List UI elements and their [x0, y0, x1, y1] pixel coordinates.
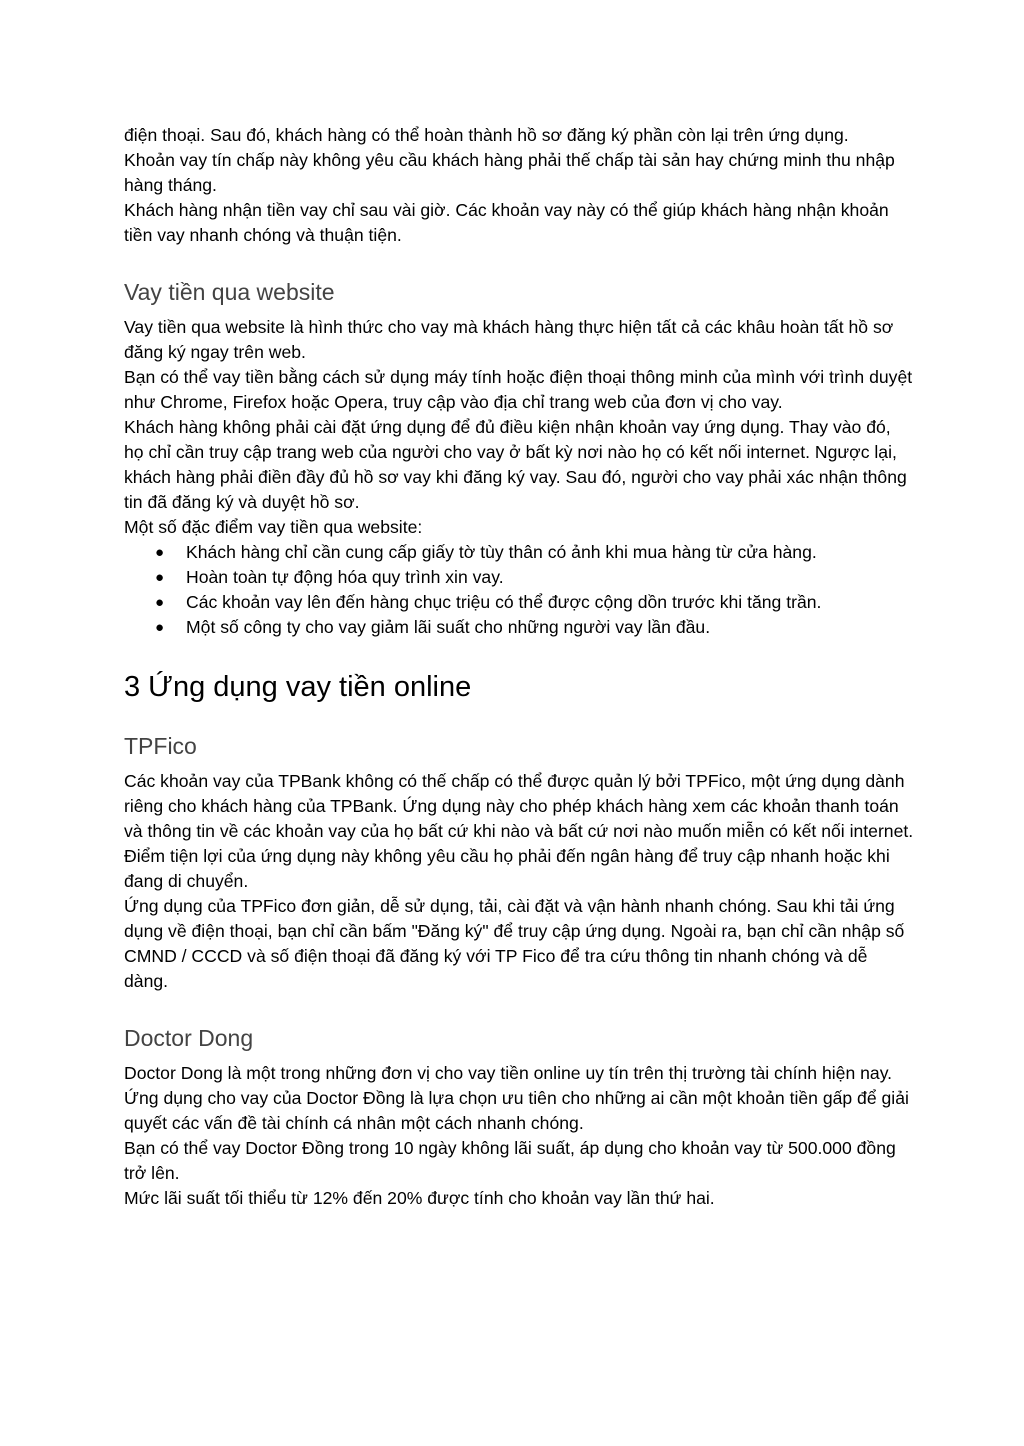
website-paragraph-3: Khách hàng không phải cài đặt ứng dụng để đủ điều kiện nhận khoản vay ứng dụng. Thay vào đó, họ chỉ cần truy cập trang web của người cho vay ở bất kỳ nơi nào họ có kết nối internet. Ngược lại, khách hàng phải điền đầy đủ hồ sơ vay khi đăng ký vay. Sau đó, người cho vay phải xác nhận thông tin đã đăng ký và duyệt hồ sơ. [124, 417, 907, 512]
intro-paragraph-3: Khách hàng nhận tiền vay chỉ sau vài giờ. Các khoản vay này có thể giúp khách hàng nhận khoản tiền vay nhanh chóng và thuận tiện. [124, 200, 889, 245]
website-heading: Vay tiền qua website [124, 279, 335, 305]
website-paragraph-2: Bạn có thể vay tiền bằng cách sử dụng máy tính hoặc điện thoại thông minh của mình với trình duyệt như Chrome, Firefox hoặc Opera, truy cập vào địa chỉ trang web của đơn vị cho vay. [124, 367, 913, 412]
document-page [124, 123, 914, 1211]
website-paragraph-4: Một số đặc điểm vay tiền qua website: [124, 517, 423, 537]
doctor-dong-paragraph-2: Ứng dụng cho vay của Doctor Đồng là lựa chọn ưu tiên cho những ai cần một khoản tiền gấp để giải quyết các vấn đề tài chính cá nhân một cách nhanh chóng. [124, 1088, 909, 1133]
bullet-icon: ● [155, 544, 165, 561]
intro-paragraph-1: điện thoại. Sau đó, khách hàng có thể hoàn thành hồ sơ đăng ký phần còn lại trên ứng dụng. [124, 125, 849, 145]
tpfico-heading: TPFico [124, 733, 197, 759]
doctor-dong-heading: Doctor Dong [124, 1025, 254, 1051]
doctor-dong-paragraph-3: Bạn có thể vay Doctor Đồng trong 10 ngày không lãi suất, áp dụng cho khoản vay từ 500.000 đồng trở lên. [124, 1138, 896, 1183]
bullet-icon: ● [155, 619, 165, 636]
list-item: ● Khách hàng chỉ cần cung cấp giấy tờ tùy thân có ảnh khi mua hàng từ cửa hàng. [124, 540, 914, 565]
tpfico-paragraph-1: Các khoản vay của TPBank không có thế chấp có thể được quản lý bởi TPFico, một ứng dụng dành riêng cho khách hàng của TPBank. Ứng dụng này cho phép khách hàng xem các khoản thanh toán và thông tin về các khoản vay của họ bất cứ khi nào và bất cứ nơi nào muốn miễn có kết nối internet. Điểm tiện lợi của ứng dụng này không yêu cầu họ phải đến ngân hàng để truy cập nhanh hoặc khi đang di chuyển. [124, 771, 914, 891]
tpfico-paragraph-2: Ứng dụng của TPFico đơn giản, dễ sử dụng, tải, cài đặt và vận hành nhanh chóng. Sau khi tải ứng dụng về điện thoại, bạn chỉ cần bấm "Đăng ký" để truy cập ứng dụng. Ngoài ra, bạn chỉ cần nhập số CMND / CCCD và số điện thoại đã đăng ký với TP Fico để tra cứu thông tin nhanh chóng và dễ dàng. [124, 896, 905, 991]
intro-paragraph-2: Khoản vay tín chấp này không yêu cầu khách hàng phải thế chấp tài sản hay chứng minh thu nhập hàng tháng. [124, 150, 895, 195]
website-paragraph-1: Vay tiền qua website là hình thức cho vay mà khách hàng thực hiện tất cả các khâu hoàn tất hồ sơ đăng ký ngay trên web. [124, 317, 894, 362]
list-item: ● Một số công ty cho vay giảm lãi suất cho những người vay lần đầu. [124, 615, 914, 640]
website-feature-list [124, 540, 914, 640]
list-item: ● Hoàn toàn tự động hóa quy trình xin vay. [124, 565, 914, 590]
bullet-icon: ● [155, 594, 165, 611]
doctor-dong-paragraph-4: Mức lãi suất tối thiểu từ 12% đến 20% được tính cho khoản vay lần thứ hai. [124, 1188, 715, 1208]
tpfico-section [124, 769, 914, 994]
bullet-icon: ● [155, 569, 165, 586]
doctor-dong-section [124, 1061, 914, 1211]
website-section [124, 315, 914, 640]
apps-heading: 3 Ứng dụng vay tiền online [124, 671, 472, 703]
list-item: ● Các khoản vay lên đến hàng chục triệu có thể được cộng dồn trước khi tăng trần. [124, 590, 914, 615]
doctor-dong-paragraph-1: Doctor Dong là một trong những đơn vị cho vay tiền online uy tín trên thị trường tài chính hiện nay. [124, 1063, 893, 1083]
